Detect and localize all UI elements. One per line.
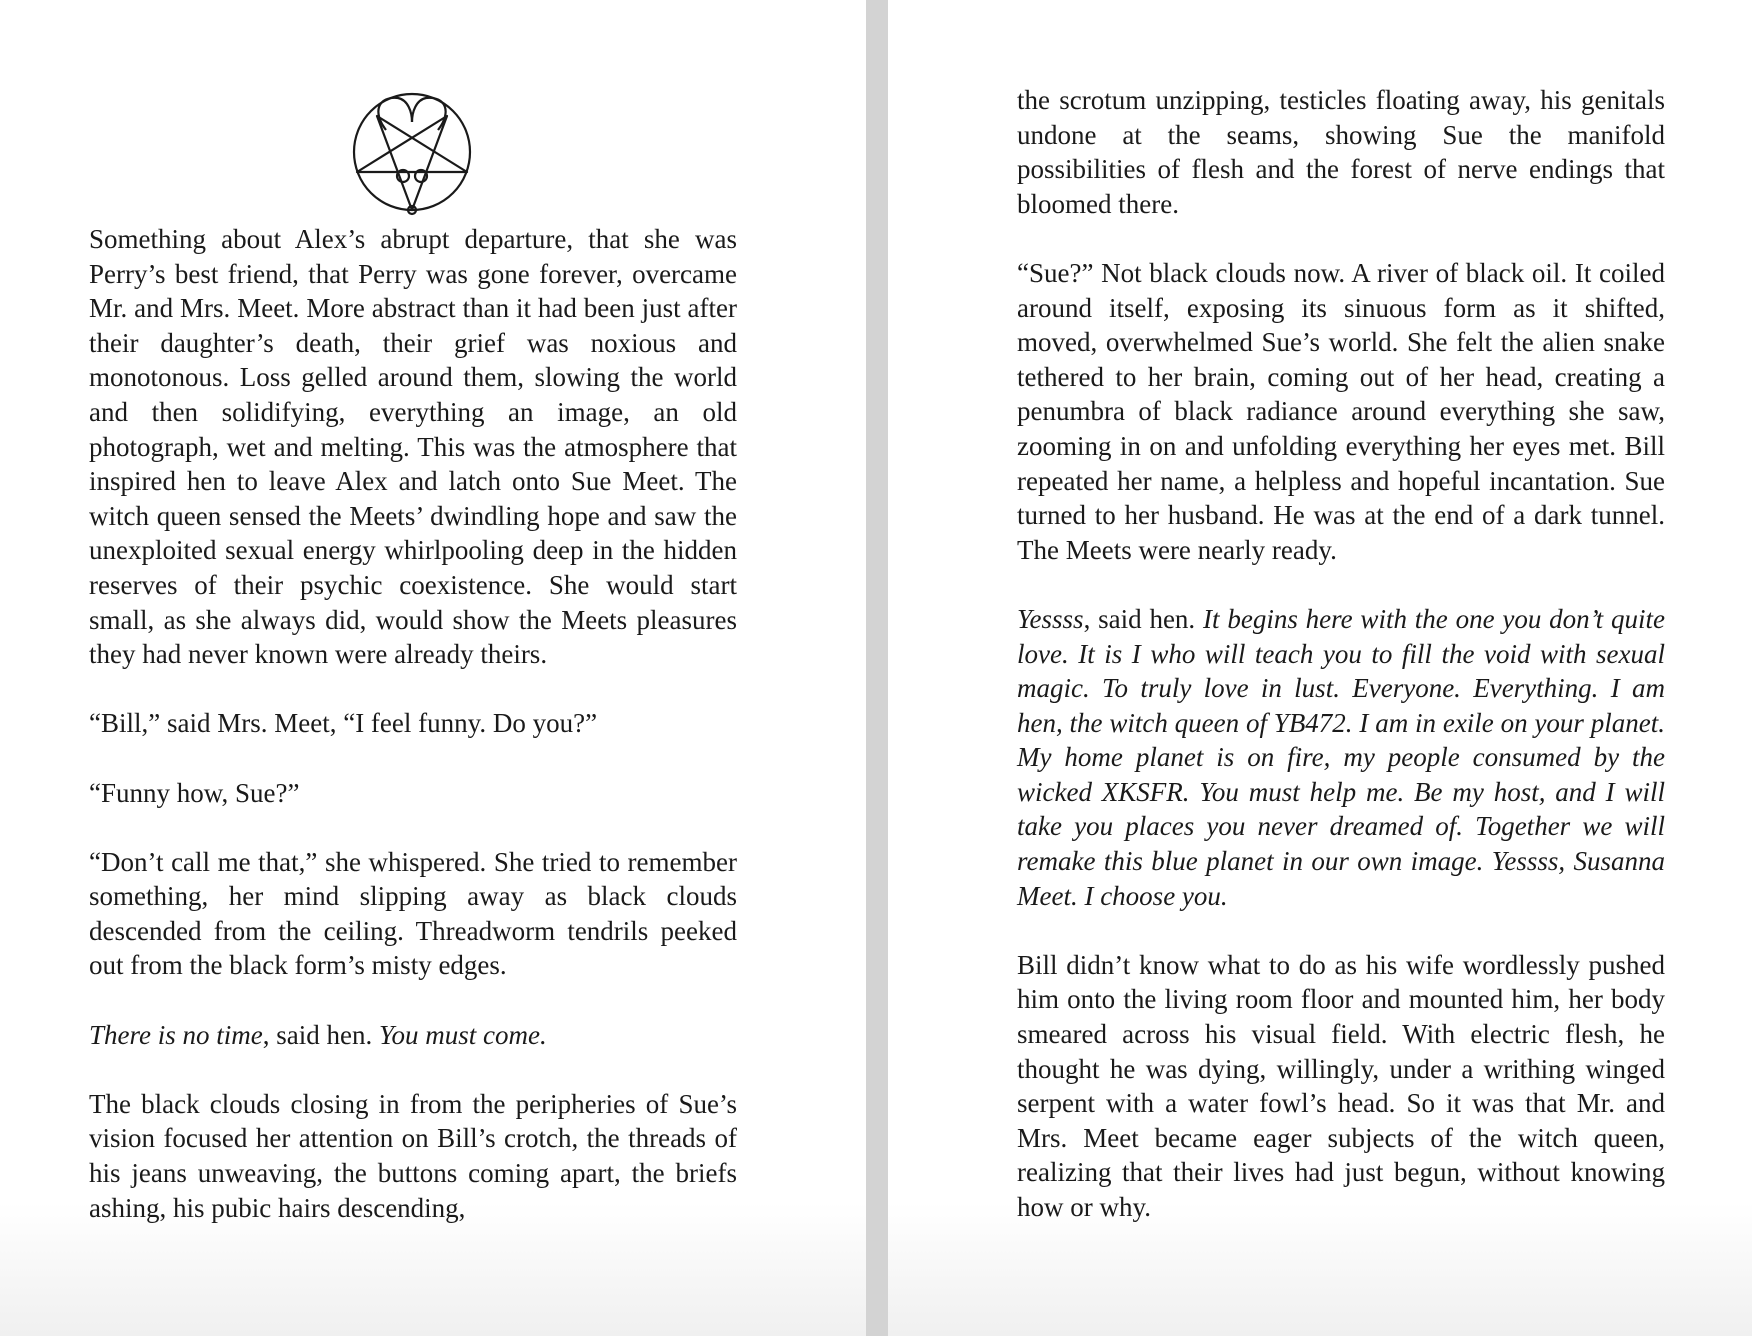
text-run: Bill didn’t know what to do as his wife wordlessly pushed him onto the living room floor and mounted him, her body smeared across his visual field. With electric flesh, he thought he was dying, willingly, under a writhing winged serpent with a water fowl’s head. So it was that Mr. and Mrs. Meet became eager subjects of the witch queen, realizing that their lives had just begun, without knowing how or why. xyxy=(1017,949,1665,1222)
text-run: “Don’t call me that,” she whispered. She tried to remember something, her mind slipping away as black clouds descended from the ceiling. Threadworm tendrils peeked out from the black form’s misty edges. xyxy=(89,846,737,981)
paragraph xyxy=(89,845,737,983)
text-run: , said hen. xyxy=(262,1019,379,1050)
paragraph xyxy=(89,222,737,672)
italic-text-run: You must come. xyxy=(378,1019,547,1050)
text-run: the scrotum unzipping, testicles floating away, his genitals undone at the seams, showing Sue the manifold possibilities of flesh and the forest of nerve endings that bloomed there. xyxy=(1017,85,1665,219)
paragraph xyxy=(89,1087,737,1225)
italic-text-run: It begins here with the one you don’t quite love. It is I who will teach you to fill the void with sexual magic. To truly love in lust. Everyone. Everything. I am hen, the witch queen of YB472. I am in exile on your planet. My home planet is on fire, my people consumed by the wicked XKSFR. You must help me. Be my host, and I will take you places you never dreamed of. Together we will remake this blue planet in our own image. Yessss, Susanna Meet. I choose you. xyxy=(1017,603,1665,911)
paragraph xyxy=(89,1018,737,1053)
paragraph xyxy=(1017,602,1665,913)
italic-text-run: There is no time xyxy=(89,1019,263,1050)
paragraph xyxy=(1017,256,1665,567)
left-page-text xyxy=(89,222,737,1225)
left-page xyxy=(0,0,866,1336)
right-page-text xyxy=(1017,83,1665,1225)
page-gutter xyxy=(866,0,888,1336)
paragraph xyxy=(89,776,737,811)
text-run: “Sue?” Not black clouds now. A river of black oil. It coiled around itself, exposing its sinuous form as it shifted, moved, overwhelmed Sue’s world. She felt the alien snake tethered to her brain, coming out of her head, creating a penumbra of black radiance around everything she saw, zooming in on and unfolding everything her eyes met. Bill repeated her name, a helpless and hopeful incantation. Sue turned to her husband. He was at the end of a dark tunnel. The Meets were nearly ready. xyxy=(1017,257,1665,565)
text-run: “Bill,” said Mrs. Meet, “I feel funny. Do you?” xyxy=(89,708,598,739)
right-page xyxy=(888,0,1752,1336)
text-run: , said hen. xyxy=(1083,603,1204,634)
italic-text-run: Yessss xyxy=(1017,603,1084,634)
pentagram-goat-emblem-icon xyxy=(348,92,476,220)
paragraph xyxy=(1017,83,1665,221)
text-run: Something about Alex’s abrupt departure, that she was Perry’s best friend, that Perry was gone forever, overcame Mr. and Mrs. Meet. More abstract than it had been just after their daughter’s death, their grief was noxious and monotonous. Loss gelled around them, slowing the world and then solidifying, everything an image, an old photograph, wet and melting. This was the atmosphere that inspired hen to leave Alex and latch onto Sue Meet. The witch queen sensed the Meets’ dwindling hope and saw the unexploited sexual energy whirlpooling deep in the hidden reserves of their psychic coexistence. She would start small, as she always did, would show the Meets pleasures they had never known were already theirs. xyxy=(89,224,737,670)
text-run: “Funny how, Sue?” xyxy=(89,777,300,808)
text-run: The black clouds closing in from the peripheries of Sue’s vision focused her attention on Bill’s crotch, the threads of his jeans unweaving, the buttons coming apart, the briefs ashing, his pubic hairs descending, xyxy=(89,1088,737,1223)
paragraph xyxy=(1017,948,1665,1225)
paragraph xyxy=(89,706,737,741)
